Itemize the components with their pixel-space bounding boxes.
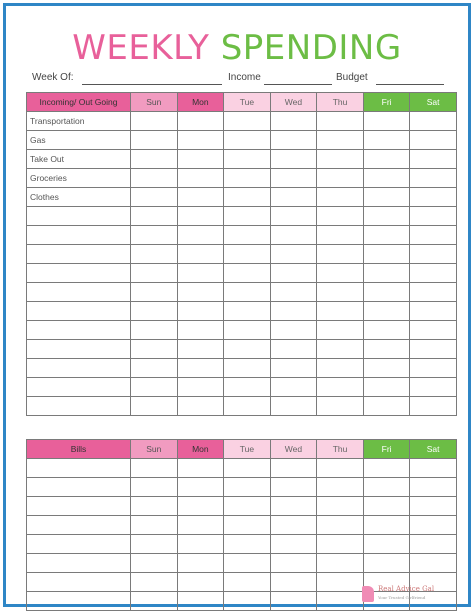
table-row xyxy=(27,554,457,573)
spending-table-header xyxy=(27,93,457,112)
amount-cell[interactable] xyxy=(317,359,364,378)
amount-cell[interactable] xyxy=(131,207,178,226)
amount-cell[interactable] xyxy=(224,150,271,169)
amount-cell[interactable] xyxy=(363,112,410,131)
row-label[interactable] xyxy=(27,554,131,573)
amount-cell[interactable] xyxy=(270,554,317,573)
table-row xyxy=(27,359,457,378)
logo-icon xyxy=(362,586,374,602)
amount-cell[interactable] xyxy=(224,516,271,535)
amount-cell[interactable] xyxy=(224,302,271,321)
amount-cell[interactable] xyxy=(363,554,410,573)
row-label[interactable]: Groceries xyxy=(27,169,131,188)
header-mon: Mon xyxy=(177,440,224,459)
table-row xyxy=(27,188,457,207)
header-fri: Fri xyxy=(363,93,410,112)
amount-cell[interactable] xyxy=(131,112,178,131)
amount-cell[interactable] xyxy=(131,169,178,188)
amount-cell[interactable] xyxy=(177,459,224,478)
amount-cell[interactable] xyxy=(224,321,271,340)
amount-cell[interactable] xyxy=(177,397,224,416)
amount-cell[interactable] xyxy=(224,497,271,516)
amount-cell[interactable] xyxy=(270,245,317,264)
header-wed: Wed xyxy=(270,440,317,459)
amount-cell[interactable] xyxy=(131,283,178,302)
amount-cell[interactable] xyxy=(270,378,317,397)
amount-cell[interactable] xyxy=(224,112,271,131)
amount-cell[interactable] xyxy=(224,340,271,359)
amount-cell[interactable] xyxy=(177,112,224,131)
amount-cell[interactable] xyxy=(317,302,364,321)
table-row xyxy=(27,207,457,226)
amount-cell[interactable] xyxy=(317,321,364,340)
brand-logo xyxy=(362,584,452,604)
amount-cell[interactable] xyxy=(410,321,457,340)
amount-cell[interactable] xyxy=(317,478,364,497)
header-tue: Tue xyxy=(224,440,271,459)
income-label: Income xyxy=(228,72,261,83)
amount-cell[interactable] xyxy=(317,535,364,554)
amount-cell[interactable] xyxy=(224,207,271,226)
amount-cell[interactable] xyxy=(317,573,364,592)
amount-cell[interactable] xyxy=(177,226,224,245)
row-label[interactable] xyxy=(27,378,131,397)
amount-cell[interactable] xyxy=(224,131,271,150)
amount-cell[interactable] xyxy=(177,321,224,340)
amount-cell[interactable] xyxy=(270,397,317,416)
budget-line[interactable] xyxy=(376,84,444,85)
amount-cell[interactable] xyxy=(270,497,317,516)
header-tue: Tue xyxy=(224,93,271,112)
amount-cell[interactable] xyxy=(131,516,178,535)
amount-cell[interactable] xyxy=(224,359,271,378)
amount-cell[interactable] xyxy=(363,359,410,378)
row-label[interactable] xyxy=(27,535,131,554)
row-label[interactable] xyxy=(27,245,131,264)
amount-cell[interactable] xyxy=(270,359,317,378)
amount-cell[interactable] xyxy=(224,554,271,573)
row-label[interactable]: Gas xyxy=(27,131,131,150)
amount-cell[interactable] xyxy=(410,226,457,245)
amount-cell[interactable] xyxy=(224,378,271,397)
amount-cell[interactable] xyxy=(131,131,178,150)
amount-cell[interactable] xyxy=(363,131,410,150)
amount-cell[interactable] xyxy=(177,359,224,378)
amount-cell[interactable] xyxy=(363,478,410,497)
amount-cell[interactable] xyxy=(410,397,457,416)
week-of-line[interactable] xyxy=(82,84,222,85)
header-wed: Wed xyxy=(270,93,317,112)
row-label[interactable] xyxy=(27,226,131,245)
table-row xyxy=(27,302,457,321)
header-bills: Bills xyxy=(27,440,131,459)
table-row xyxy=(27,321,457,340)
table-row xyxy=(27,340,457,359)
amount-cell[interactable] xyxy=(131,302,178,321)
amount-cell[interactable] xyxy=(131,264,178,283)
amount-cell[interactable] xyxy=(270,112,317,131)
amount-cell[interactable] xyxy=(317,554,364,573)
header-mon: Mon xyxy=(177,93,224,112)
header-category: Incoming/ Out Going xyxy=(27,93,131,112)
amount-cell[interactable] xyxy=(363,321,410,340)
logo-tagline: Your Trusted Girlfriend xyxy=(378,595,426,600)
amount-cell[interactable] xyxy=(131,573,178,592)
amount-cell[interactable] xyxy=(410,340,457,359)
amount-cell[interactable] xyxy=(131,321,178,340)
title-word-spending: SPENDING xyxy=(220,28,402,68)
row-label[interactable] xyxy=(27,592,131,611)
amount-cell[interactable] xyxy=(224,169,271,188)
amount-cell[interactable] xyxy=(363,497,410,516)
row-label[interactable] xyxy=(27,302,131,321)
amount-cell[interactable] xyxy=(224,226,271,245)
table-row xyxy=(27,497,457,516)
amount-cell[interactable] xyxy=(410,207,457,226)
amount-cell[interactable] xyxy=(177,516,224,535)
amount-cell[interactable] xyxy=(224,264,271,283)
amount-cell[interactable] xyxy=(131,226,178,245)
amount-cell[interactable] xyxy=(363,264,410,283)
amount-cell[interactable] xyxy=(317,378,364,397)
row-label[interactable]: Transportation xyxy=(27,112,131,131)
row-label[interactable] xyxy=(27,573,131,592)
amount-cell[interactable] xyxy=(224,535,271,554)
amount-cell[interactable] xyxy=(177,340,224,359)
amount-cell[interactable] xyxy=(224,397,271,416)
amount-cell[interactable] xyxy=(177,245,224,264)
header-sat: Sat xyxy=(410,93,457,112)
amount-cell[interactable] xyxy=(270,592,317,611)
amount-cell[interactable] xyxy=(410,516,457,535)
row-label[interactable] xyxy=(27,359,131,378)
amount-cell[interactable] xyxy=(270,321,317,340)
amount-cell[interactable] xyxy=(177,497,224,516)
amount-cell[interactable] xyxy=(410,535,457,554)
amount-cell[interactable] xyxy=(317,245,364,264)
table-row xyxy=(27,378,457,397)
amount-cell[interactable] xyxy=(317,169,364,188)
row-label[interactable] xyxy=(27,478,131,497)
row-label[interactable] xyxy=(27,397,131,416)
row-label[interactable] xyxy=(27,207,131,226)
amount-cell[interactable] xyxy=(224,573,271,592)
table-row xyxy=(27,459,457,478)
amount-cell[interactable] xyxy=(270,169,317,188)
table-row xyxy=(27,264,457,283)
amount-cell[interactable] xyxy=(410,554,457,573)
amount-cell[interactable] xyxy=(363,340,410,359)
amount-cell[interactable] xyxy=(363,397,410,416)
amount-cell[interactable] xyxy=(270,283,317,302)
amount-cell[interactable] xyxy=(410,459,457,478)
amount-cell[interactable] xyxy=(410,150,457,169)
amount-cell[interactable] xyxy=(177,131,224,150)
budget-label: Budget xyxy=(336,72,368,83)
amount-cell[interactable] xyxy=(224,188,271,207)
amount-cell[interactable] xyxy=(270,516,317,535)
amount-cell[interactable] xyxy=(363,283,410,302)
amount-cell[interactable] xyxy=(131,554,178,573)
bills-table-header xyxy=(27,440,457,459)
amount-cell[interactable] xyxy=(317,497,364,516)
amount-cell[interactable] xyxy=(270,226,317,245)
row-label[interactable] xyxy=(27,321,131,340)
table-row xyxy=(27,397,457,416)
amount-cell[interactable] xyxy=(317,340,364,359)
amount-cell[interactable] xyxy=(131,359,178,378)
amount-cell[interactable] xyxy=(363,302,410,321)
amount-cell[interactable] xyxy=(410,131,457,150)
amount-cell[interactable] xyxy=(317,207,364,226)
amount-cell[interactable] xyxy=(177,283,224,302)
amount-cell[interactable] xyxy=(270,535,317,554)
amount-cell[interactable] xyxy=(363,378,410,397)
amount-cell[interactable] xyxy=(177,207,224,226)
amount-cell[interactable] xyxy=(317,283,364,302)
amount-cell[interactable] xyxy=(317,112,364,131)
table-row xyxy=(27,226,457,245)
amount-cell[interactable] xyxy=(131,188,178,207)
amount-cell[interactable] xyxy=(177,478,224,497)
amount-cell[interactable] xyxy=(270,150,317,169)
amount-cell[interactable] xyxy=(363,169,410,188)
amount-cell[interactable] xyxy=(270,302,317,321)
row-label[interactable] xyxy=(27,283,131,302)
amount-cell[interactable] xyxy=(224,459,271,478)
amount-cell[interactable] xyxy=(177,592,224,611)
amount-cell[interactable] xyxy=(317,188,364,207)
amount-cell[interactable] xyxy=(177,554,224,573)
amount-cell[interactable] xyxy=(363,535,410,554)
table-row xyxy=(27,283,457,302)
row-label[interactable] xyxy=(27,459,131,478)
amount-cell[interactable] xyxy=(270,131,317,150)
row-label[interactable]: Clothes xyxy=(27,188,131,207)
amount-cell[interactable] xyxy=(363,245,410,264)
table-row xyxy=(27,516,457,535)
row-label[interactable] xyxy=(27,516,131,535)
amount-cell[interactable] xyxy=(410,188,457,207)
page-frame xyxy=(3,3,471,607)
amount-cell[interactable] xyxy=(224,283,271,302)
amount-cell[interactable] xyxy=(363,459,410,478)
header-thu: Thu xyxy=(317,440,364,459)
amount-cell[interactable] xyxy=(131,340,178,359)
amount-cell[interactable] xyxy=(317,397,364,416)
row-label[interactable] xyxy=(27,340,131,359)
header-sun: Sun xyxy=(131,440,178,459)
amount-cell[interactable] xyxy=(410,169,457,188)
header-sat: Sat xyxy=(410,440,457,459)
amount-cell[interactable] xyxy=(317,516,364,535)
amount-cell[interactable] xyxy=(177,302,224,321)
amount-cell[interactable] xyxy=(317,226,364,245)
amount-cell[interactable] xyxy=(177,150,224,169)
table-row xyxy=(27,112,457,131)
amount-cell[interactable] xyxy=(131,245,178,264)
row-label[interactable]: Take Out xyxy=(27,150,131,169)
amount-cell[interactable] xyxy=(131,397,178,416)
amount-cell[interactable] xyxy=(131,478,178,497)
amount-cell[interactable] xyxy=(270,573,317,592)
amount-cell[interactable] xyxy=(177,264,224,283)
title-word-weekly: WEEKLY xyxy=(72,28,210,68)
amount-cell[interactable] xyxy=(177,188,224,207)
amount-cell[interactable] xyxy=(410,478,457,497)
amount-cell[interactable] xyxy=(270,207,317,226)
table-row xyxy=(27,131,457,150)
amount-cell[interactable] xyxy=(410,378,457,397)
table-row xyxy=(27,169,457,188)
amount-cell[interactable] xyxy=(177,535,224,554)
row-label[interactable] xyxy=(27,264,131,283)
week-of-label: Week Of: xyxy=(32,72,74,83)
header-fri: Fri xyxy=(363,440,410,459)
amount-cell[interactable] xyxy=(131,150,178,169)
amount-cell[interactable] xyxy=(131,497,178,516)
amount-cell[interactable] xyxy=(224,245,271,264)
table-row xyxy=(27,150,457,169)
amount-cell[interactable] xyxy=(131,535,178,554)
amount-cell[interactable] xyxy=(410,283,457,302)
amount-cell[interactable] xyxy=(131,459,178,478)
amount-cell[interactable] xyxy=(317,592,364,611)
table-row xyxy=(27,478,457,497)
amount-cell[interactable] xyxy=(410,112,457,131)
amount-cell[interactable] xyxy=(131,378,178,397)
amount-cell[interactable] xyxy=(410,264,457,283)
table-row xyxy=(27,535,457,554)
amount-cell[interactable] xyxy=(317,150,364,169)
header-thu: Thu xyxy=(317,93,364,112)
amount-cell[interactable] xyxy=(363,207,410,226)
amount-cell[interactable] xyxy=(317,459,364,478)
logo-name: Real Advice Gal xyxy=(378,585,435,593)
amount-cell[interactable] xyxy=(177,378,224,397)
amount-cell[interactable] xyxy=(177,169,224,188)
amount-cell[interactable] xyxy=(317,264,364,283)
amount-cell[interactable] xyxy=(410,245,457,264)
amount-cell[interactable] xyxy=(363,188,410,207)
amount-cell[interactable] xyxy=(410,302,457,321)
amount-cell[interactable] xyxy=(270,188,317,207)
header-sun: Sun xyxy=(131,93,178,112)
amount-cell[interactable] xyxy=(317,131,364,150)
amount-cell[interactable] xyxy=(224,478,271,497)
amount-cell[interactable] xyxy=(270,459,317,478)
amount-cell[interactable] xyxy=(410,497,457,516)
amount-cell[interactable] xyxy=(177,573,224,592)
amount-cell[interactable] xyxy=(410,359,457,378)
amount-cell[interactable] xyxy=(363,516,410,535)
amount-cell[interactable] xyxy=(270,340,317,359)
amount-cell[interactable] xyxy=(131,592,178,611)
table-row xyxy=(27,245,457,264)
row-label[interactable] xyxy=(27,497,131,516)
page-title xyxy=(6,28,468,68)
income-line[interactable] xyxy=(264,84,332,85)
amount-cell[interactable] xyxy=(270,264,317,283)
amount-cell[interactable] xyxy=(270,478,317,497)
amount-cell[interactable] xyxy=(363,226,410,245)
spending-table xyxy=(26,92,457,416)
amount-cell[interactable] xyxy=(363,150,410,169)
amount-cell[interactable] xyxy=(224,592,271,611)
